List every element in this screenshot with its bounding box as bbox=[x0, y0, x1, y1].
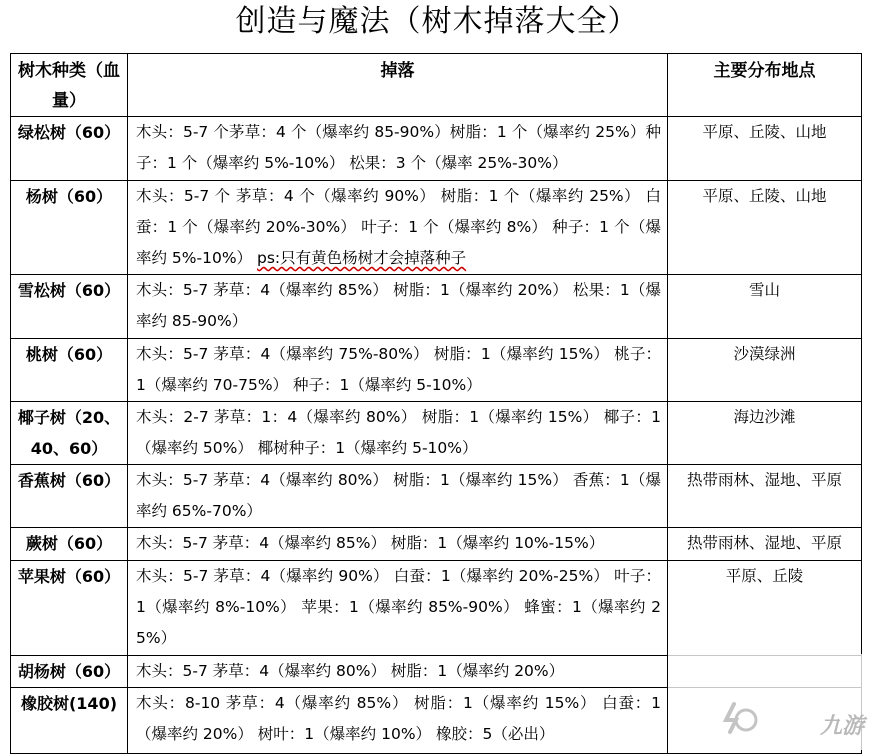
tree-name: 雪松树（60） bbox=[11, 275, 128, 339]
table-row bbox=[11, 117, 862, 181]
table-row bbox=[11, 528, 862, 561]
location-text: 沙漠绿洲 bbox=[668, 339, 862, 402]
drops-text: 木头：5-7 茅草：4（爆率约 85%） 树脂：1（爆率约 20%） 松果：1（爆率约 85-90%） bbox=[128, 275, 668, 339]
location-text: 雪山 bbox=[668, 275, 862, 339]
table-row bbox=[11, 465, 862, 528]
tree-name: 椰子树（20、40、60） bbox=[11, 402, 128, 465]
drops-text: 木头：5-7 茅草：4（爆率约 85%） 树脂：1（爆率约 10%-15%） bbox=[128, 528, 668, 561]
tree-name: 蕨树（60） bbox=[11, 528, 128, 561]
table-row bbox=[11, 181, 862, 275]
header-location: 主要分布地点 bbox=[668, 54, 862, 117]
drops-text: 木头：5-7 茅草：4（爆率约 80%） 树脂：1（爆率约 15%） 香蕉：1（爆率约 65%-70%） bbox=[128, 465, 668, 528]
tree-name: 橡胶树(140) bbox=[11, 688, 128, 754]
header-drops: 掉落 bbox=[128, 54, 668, 117]
tree-name: 杨树（60） bbox=[11, 181, 128, 275]
table-row bbox=[11, 275, 862, 339]
table-row bbox=[11, 402, 862, 465]
tree-name: 香蕉树（60） bbox=[11, 465, 128, 528]
drops-note: ps:只有黄色杨树才会掉落种子 bbox=[257, 249, 467, 267]
watermark-text: 九游 bbox=[819, 714, 864, 739]
table-header-row bbox=[11, 54, 862, 117]
drops-cell bbox=[128, 181, 668, 275]
page-title: 创造与魔法（树木掉落大全） bbox=[235, 4, 639, 39]
drops-text: 木头：5-7 个茅草：4 个（爆率约 85-90%）树脂：1 个（爆率约 25%）种子：1 个（爆率约 5%-10%） 松果：3 个（爆率 25%-30%） bbox=[128, 117, 668, 181]
location-text: 热带雨林、湿地、平原 bbox=[668, 465, 862, 528]
header-tree-type: 树木种类（血量） bbox=[11, 54, 128, 117]
drops-text: 木头：5-7 茅草：4（爆率约 80%） 树脂：1（爆率约 20%） bbox=[128, 656, 668, 688]
location-text: 海边沙滩 bbox=[668, 402, 862, 465]
location-text: 热带雨林、湿地、平原 bbox=[668, 528, 862, 561]
location-text: 平原、丘陵、山地 bbox=[668, 181, 862, 275]
drops-text: 木头：5-7 茅草：4（爆率约 75%-80%） 树脂：1（爆率约 15%） 桃子：1（爆率约 70-75%） 种子：1（爆率约 5-10%） bbox=[128, 339, 668, 402]
location-text: 平原、丘陵 bbox=[668, 561, 862, 656]
drops-text: 木头：8-10 茅草：4（爆率约 85%） 树脂：1（爆率约 15%） 白蚕：1（爆率约 20%） 树叶：1（爆率约 10%） 橡胶：5（必出） bbox=[128, 688, 668, 754]
location-text: 平原、丘陵、山地 bbox=[668, 117, 862, 181]
tree-name: 苹果树（60） bbox=[11, 561, 128, 656]
drops-text: 木头：5-7 个 茅草：4 个（爆率约 90%） 树脂：1 个（爆率约 25%） 白蚕：1 个（爆率约 20%-30%） 叶子：1 个（爆率约 8%） 种子：1 个（爆率约 5%-10%） bbox=[136, 187, 661, 267]
drops-text: 木头：2-7 茅草：1：4（爆率约 80%） 树脂：1（爆率约 15%） 椰子：1（爆率约 50%） 椰树种子：1（爆率约 5-10%） bbox=[128, 402, 668, 465]
tree-name: 胡杨树（60） bbox=[11, 656, 128, 688]
tree-name: 绿松树（60） bbox=[11, 117, 128, 181]
watermark-overlay bbox=[668, 654, 868, 750]
table-row bbox=[11, 339, 862, 402]
drops-text: 木头：5-7 茅草：4（爆率约 90%） 白蚕：1（爆率约 20%-25%） 叶子：1（爆率约 8%-10%） 苹果：1（爆率约 85%-90%） 蜂蜜：1（爆率约 25%） bbox=[128, 561, 668, 656]
jiuyou-logo-icon bbox=[716, 698, 776, 738]
table-row bbox=[11, 561, 862, 656]
tree-name: 桃树（60） bbox=[11, 339, 128, 402]
tree-drops-table bbox=[10, 53, 862, 754]
